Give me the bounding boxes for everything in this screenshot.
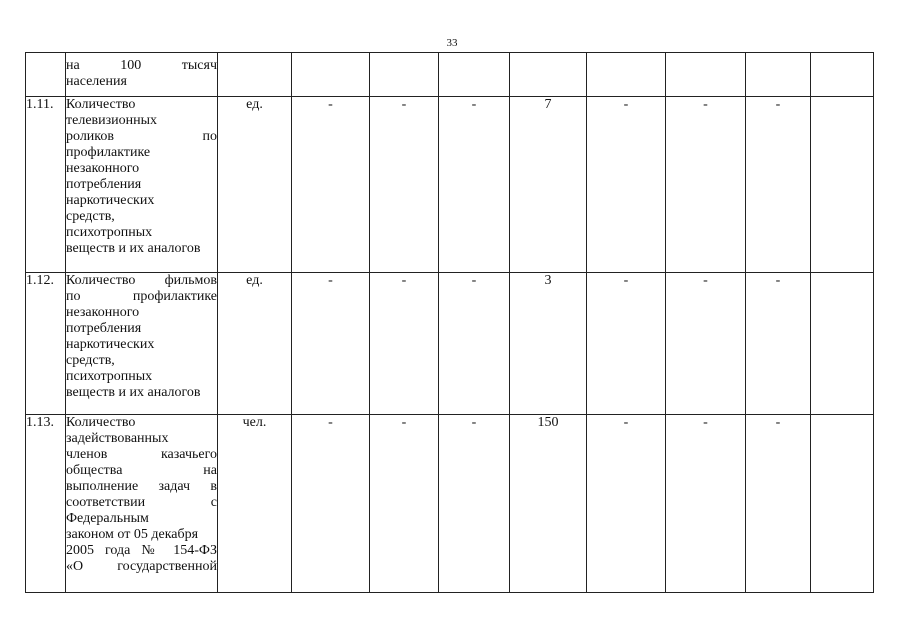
value-cell: [666, 53, 746, 97]
description-line: средств,: [66, 209, 115, 224]
description-line: Количество: [66, 97, 136, 112]
row-number: 1.11.: [26, 97, 66, 273]
value-cell: -: [439, 273, 510, 415]
indicator-description: [66, 53, 218, 97]
description-line: наркотических: [66, 193, 155, 208]
unit-of-measure: чел.: [218, 415, 292, 593]
description-line: Федеральным: [66, 511, 149, 526]
description-line: потребления: [66, 321, 142, 336]
description-line: веществ и их аналогов: [66, 385, 201, 400]
value-cell: -: [746, 97, 811, 273]
description-line: Количество: [66, 415, 136, 430]
value-cell: 150: [510, 415, 587, 593]
value-cell: [292, 53, 370, 97]
table-row: [26, 53, 874, 97]
value-cell: -: [587, 97, 666, 273]
description-line: профилактике: [66, 145, 151, 160]
description-line: по профилактике: [66, 289, 217, 304]
value-cell: -: [666, 273, 746, 415]
value-cell: -: [439, 415, 510, 593]
description-line: психотропных: [66, 225, 153, 240]
row-number: 1.13.: [26, 415, 66, 593]
description-line: на 100 тысяч: [66, 58, 217, 73]
description-line: выполнение задач в: [66, 479, 217, 494]
value-cell: [439, 53, 510, 97]
description-line: законом от 05 декабря: [66, 527, 199, 542]
value-cell: [811, 415, 874, 593]
value-cell: [811, 53, 874, 97]
description-line: веществ и их аналогов: [66, 241, 201, 256]
value-cell: [510, 53, 587, 97]
value-cell: -: [370, 415, 439, 593]
row-number: [26, 53, 66, 97]
value-cell: [587, 53, 666, 97]
unit-of-measure: [218, 53, 292, 97]
indicator-description: [66, 97, 218, 273]
row-number: 1.12.: [26, 273, 66, 415]
value-cell: [811, 273, 874, 415]
value-cell: [811, 97, 874, 273]
unit-of-measure: ед.: [218, 97, 292, 273]
description-line: потребления: [66, 177, 142, 192]
table-row: [26, 273, 874, 415]
description-line: роликов по: [66, 129, 217, 144]
page-number: 33: [446, 37, 458, 49]
table-row: [26, 97, 874, 273]
value-cell: [746, 53, 811, 97]
value-cell: -: [746, 415, 811, 593]
value-cell: 3: [510, 273, 587, 415]
description-line: Количество фильмов: [66, 273, 217, 288]
value-cell: -: [587, 415, 666, 593]
value-cell: -: [587, 273, 666, 415]
value-cell: -: [292, 97, 370, 273]
description-line: незаконного: [66, 305, 140, 320]
value-cell: -: [666, 415, 746, 593]
indicator-table: [25, 52, 874, 593]
description-line: членов казачьего: [66, 447, 217, 462]
description-line: 2005 года № 154-ФЗ: [66, 543, 217, 558]
description-line: задействованных: [66, 431, 169, 446]
value-cell: -: [370, 273, 439, 415]
indicator-description: [66, 415, 218, 593]
value-cell: -: [370, 97, 439, 273]
description-line: незаконного: [66, 161, 140, 176]
description-line: психотропных: [66, 369, 153, 384]
indicator-description: [66, 273, 218, 415]
value-cell: -: [292, 273, 370, 415]
description-line: телевизионных: [66, 113, 158, 128]
value-cell: -: [439, 97, 510, 273]
value-cell: -: [746, 273, 811, 415]
value-cell: [370, 53, 439, 97]
value-cell: 7: [510, 97, 587, 273]
description-line: общества на: [66, 463, 217, 478]
table-body: [26, 53, 874, 593]
value-cell: -: [666, 97, 746, 273]
description-line: наркотических: [66, 337, 155, 352]
description-line: населения: [66, 74, 127, 89]
description-line: соответствии с: [66, 495, 217, 510]
table-row: [26, 415, 874, 593]
description-line: «О государственной: [66, 559, 217, 574]
value-cell: -: [292, 415, 370, 593]
description-line: средств,: [66, 353, 115, 368]
unit-of-measure: ед.: [218, 273, 292, 415]
